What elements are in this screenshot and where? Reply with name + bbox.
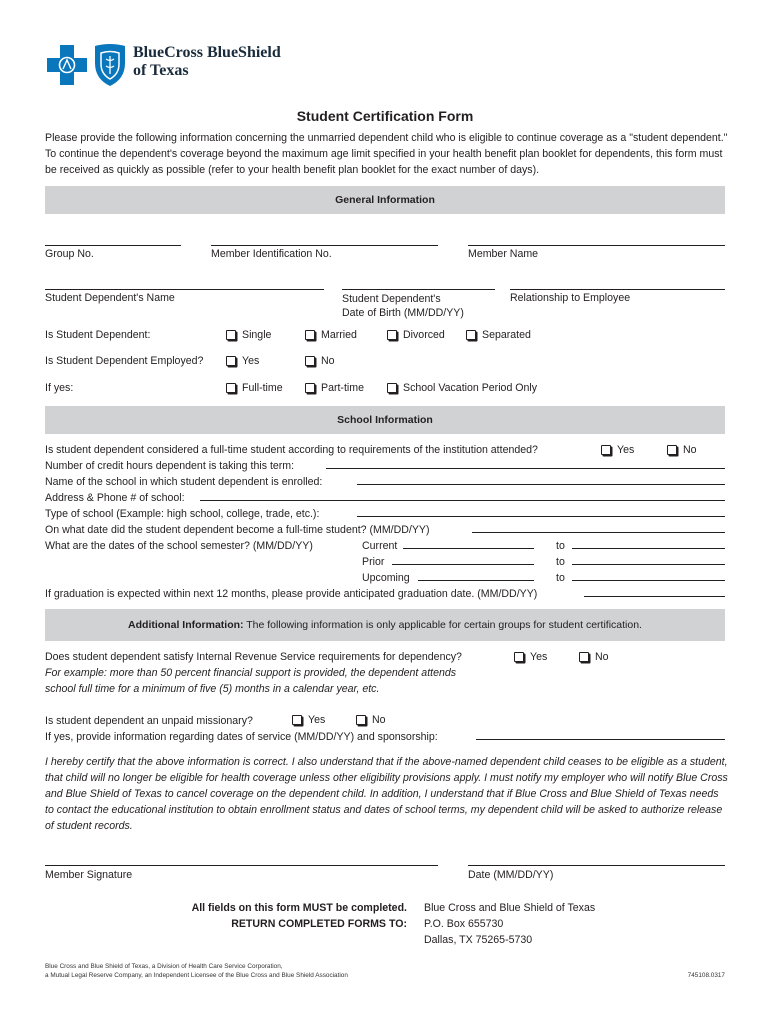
- irs-yes-checkbox[interactable]: [514, 651, 547, 663]
- checkbox-square: [514, 652, 524, 662]
- school-name-input[interactable]: [357, 475, 725, 485]
- logo-wordmark: [133, 44, 281, 80]
- upcoming-end-input[interactable]: [572, 571, 725, 581]
- employed-yes-label: Yes: [242, 355, 260, 367]
- general-information-header: General Information: [45, 186, 725, 214]
- checkbox-square: [387, 330, 397, 340]
- school-address-input[interactable]: [200, 491, 725, 501]
- blue-shield-icon: [92, 43, 128, 87]
- fulltime-checkbox[interactable]: [226, 382, 283, 394]
- checkbox-square: [356, 715, 366, 725]
- must-complete-text: All fields on this form MUST be completed.: [191, 902, 407, 914]
- relationship-label: Relationship to Employee: [510, 292, 631, 304]
- group-no-label: Group No.: [45, 248, 94, 260]
- school-type-input[interactable]: [357, 507, 725, 517]
- checkbox-square: [305, 383, 315, 393]
- checkbox-square: [305, 356, 315, 366]
- current-end-input[interactable]: [572, 539, 725, 549]
- vacation-period-checkbox[interactable]: [387, 382, 537, 394]
- member-signature-input[interactable]: [45, 856, 438, 866]
- return-address-line-2: P.O. Box 655730: [424, 918, 504, 930]
- ifyes-label: If yes:: [45, 382, 74, 394]
- school-fulltime-no-label: No: [683, 444, 697, 456]
- current-label: Current: [362, 540, 398, 552]
- logo-line-1: BlueCross BlueShield: [133, 44, 281, 61]
- missionary-no-checkbox[interactable]: [356, 714, 386, 726]
- dependent-name-label: Student Dependent's Name: [45, 292, 175, 304]
- upcoming-to-label: to: [556, 572, 565, 584]
- became-fulltime-label: On what date did the student dependent become a full-time student? (MM/DD/YY): [45, 524, 430, 536]
- parttime-label: Part-time: [321, 382, 364, 394]
- checkbox-square: [667, 445, 677, 455]
- checkbox-square: [305, 330, 315, 340]
- signature-date-label: Date (MM/DD/YY): [468, 869, 554, 881]
- return-to-text: RETURN COMPLETED FORMS TO:: [231, 918, 407, 930]
- status-divorced-checkbox[interactable]: [387, 329, 445, 341]
- page-title: Student Certification Form: [296, 108, 474, 124]
- status-label: Is Student Dependent:: [45, 329, 151, 341]
- irs-question: Does student dependent satisfy Internal Revenue Service requirements for dependency?: [45, 651, 462, 663]
- fulltime-question: Is student dependent considered a full-time student according to requirements of the institution attended?: [45, 444, 538, 456]
- additional-header-text: The following information is only applicable for certain groups for student certification.: [243, 619, 642, 631]
- credit-hours-label: Number of credit hours dependent is taking this term:: [45, 460, 295, 472]
- school-information-header: School Information: [45, 406, 725, 434]
- school-name-label: Name of the school in which student dependent is enrolled:: [45, 476, 323, 488]
- signature-date-input[interactable]: [468, 856, 725, 866]
- prior-end-input[interactable]: [572, 555, 725, 565]
- missionary-yes-label: Yes: [308, 714, 326, 726]
- status-married-checkbox[interactable]: [305, 329, 357, 341]
- return-instructions: [192, 900, 407, 932]
- employed-yes-checkbox[interactable]: [226, 355, 259, 367]
- dob-label-line-2: Date of Birth (MM/DD/YY): [342, 307, 464, 319]
- prior-start-input[interactable]: [392, 555, 534, 565]
- irs-no-label: No: [595, 651, 609, 663]
- additional-information-header: [45, 609, 725, 641]
- employed-no-label: No: [321, 355, 335, 367]
- intro-paragraph: Please provide the following information concerning the unmarried dependent child who is eligible to continue coverage as a "student dependent." To continue the dependent's coverage beyond the maximum age limit specified in your health benefit plan booklet for dependents, this form must be received as quickly as possible (refer to your health benefit plan booklet for the exact number of days).: [45, 132, 728, 176]
- checkbox-square: [226, 383, 236, 393]
- school-fulltime-yes-label: Yes: [617, 444, 635, 456]
- school-fulltime-no-checkbox[interactable]: [667, 444, 697, 456]
- form-number: 745108.0317: [687, 972, 725, 979]
- return-address-line-3: Dallas, TX 75265-5730: [424, 934, 533, 946]
- checkbox-square: [226, 330, 236, 340]
- return-address: [424, 900, 595, 948]
- service-dates-input[interactable]: [476, 730, 725, 740]
- upcoming-label: Upcoming: [362, 572, 410, 584]
- service-dates-label: If yes, provide information regarding dates of service (MM/DD/YY) and sponsorship:: [45, 731, 438, 743]
- irs-example-line-2: school full time for a minimum of five (5) months in a calendar year, etc.: [45, 683, 380, 695]
- fulltime-label: Full-time: [242, 382, 283, 394]
- irs-no-checkbox[interactable]: [579, 651, 609, 663]
- group-no-input[interactable]: [45, 236, 181, 246]
- checkbox-square: [601, 445, 611, 455]
- return-address-line-1: Blue Cross and Blue Shield of Texas: [424, 902, 596, 914]
- missionary-no-label: No: [372, 714, 386, 726]
- relationship-input[interactable]: [510, 280, 725, 290]
- checkbox-square: [387, 383, 397, 393]
- status-married-label: Married: [321, 329, 357, 341]
- employed-label: Is Student Dependent Employed?: [45, 355, 204, 367]
- status-separated-label: Separated: [482, 329, 531, 341]
- footer-line-1: Blue Cross and Blue Shield of Texas, a Division of Health Care Service Corporation,: [45, 963, 283, 970]
- status-separated-checkbox[interactable]: [466, 329, 531, 341]
- logo-line-2: of Texas: [133, 62, 189, 79]
- member-name-input[interactable]: [468, 236, 725, 246]
- graduation-input[interactable]: [584, 587, 725, 597]
- irs-example-line-1: For example: more than 50 percent financial support is provided, the dependent attends: [45, 667, 457, 679]
- upcoming-start-input[interactable]: [418, 571, 534, 581]
- status-single-checkbox[interactable]: [226, 329, 271, 341]
- member-name-label: Member Name: [468, 248, 539, 260]
- footer-legal: [45, 962, 348, 980]
- irs-yes-label: Yes: [530, 651, 548, 663]
- checkbox-square: [292, 715, 302, 725]
- footer-line-2: a Mutual Legal Reserve Company, an Independent Licensee of the Blue Cross and Blue Shield Association: [45, 972, 348, 979]
- member-signature-label: Member Signature: [45, 869, 133, 881]
- member-id-input[interactable]: [211, 236, 438, 246]
- blue-cross-icon: [45, 43, 89, 87]
- status-single-label: Single: [242, 329, 272, 341]
- missionary-question: Is student dependent an unpaid missionary?: [45, 715, 253, 727]
- checkbox-square: [579, 652, 589, 662]
- prior-to-label: to: [556, 556, 565, 568]
- became-fulltime-input[interactable]: [472, 523, 725, 533]
- checkbox-square: [466, 330, 476, 340]
- member-id-label: Member Identification No.: [211, 248, 332, 260]
- credit-hours-input[interactable]: [326, 459, 725, 469]
- missionary-yes-checkbox[interactable]: [292, 714, 325, 726]
- school-address-label: Address & Phone # of school:: [45, 492, 185, 504]
- graduation-label: If graduation is expected within next 12 months, please provide anticipated graduation date. (MM/DD/YY): [45, 588, 538, 600]
- school-fulltime-yes-checkbox[interactable]: [601, 444, 634, 456]
- current-start-input[interactable]: [403, 539, 534, 549]
- school-type-label: Type of school (Example: high school, college, trade, etc.):: [45, 508, 320, 520]
- parttime-checkbox[interactable]: [305, 382, 364, 394]
- dob-label-line-1: Student Dependent's: [342, 293, 441, 305]
- status-divorced-label: Divorced: [403, 329, 445, 341]
- additional-header-bold: Additional Information:: [128, 619, 244, 631]
- dependent-dob-input[interactable]: [342, 280, 495, 290]
- checkbox-square: [226, 356, 236, 366]
- dependent-name-input[interactable]: [45, 280, 324, 290]
- dependent-dob-label: [342, 292, 464, 320]
- semester-dates-label: What are the dates of the school semester? (MM/DD/YY): [45, 540, 313, 552]
- current-to-label: to: [556, 540, 565, 552]
- vacation-period-label: School Vacation Period Only: [403, 382, 538, 394]
- employed-no-checkbox[interactable]: [305, 355, 335, 367]
- prior-label: Prior: [362, 556, 385, 568]
- certification-paragraph: I hereby certify that the above information is correct. I also understand that if the above-named dependent child ceases to be eligible as a student, that child will no longer be eligible for health coverage unless other eligibility provisions apply. I must notify my employer who will notify Blue Cross and Blue Shield of Texas to cancel coverage on the dependent child. In addition, I understand that if Blue Cross and Blue Shield of Texas needs to contact the educational institution to obtain enrollment status and dates of school terms, my dependent child will be asked to authorize release of student records.: [45, 756, 728, 832]
